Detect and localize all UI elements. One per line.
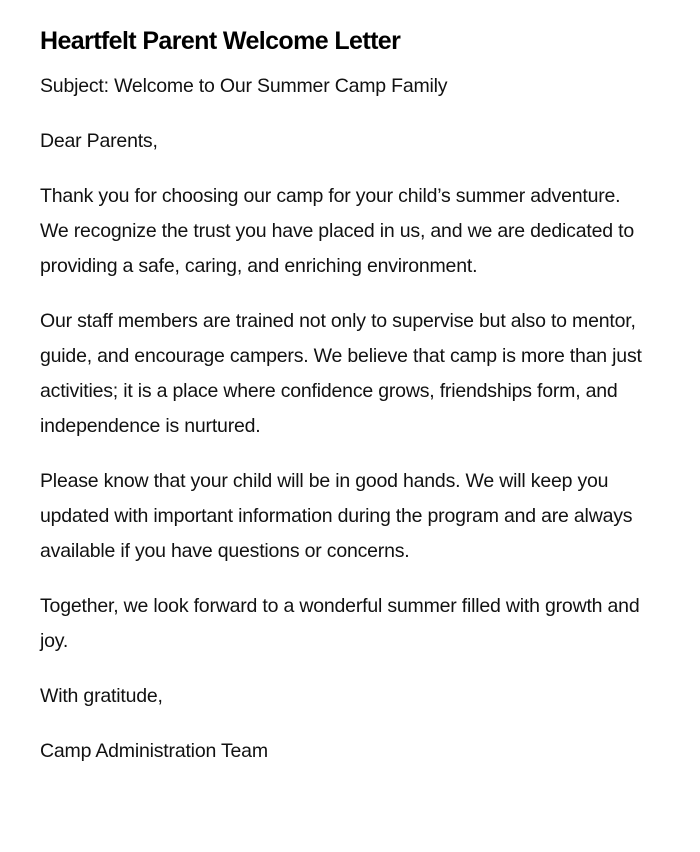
body-paragraph-reassurance: Please know that your child will be in good hands. We will keep you updated with important information during the program and are always available if you have questions or concerns. xyxy=(40,470,633,562)
salutation: Dear Parents, xyxy=(40,130,158,152)
body-paragraph-thanks: Thank you for choosing our camp for your child’s summer adventure. We recognize the trust you have placed in us, and we are dedicated to providing a safe, caring, and enriching environment. xyxy=(40,185,634,277)
body-paragraph-closing: Together, we look forward to a wonderful summer filled with growth and joy. xyxy=(40,595,640,652)
body-paragraph-staff: Our staff members are trained not only to supervise but also to mentor, guide, and encourage campers. We believe that camp is more than just activities; it is a place where confidence grows, friendships form, and independence is nurtured. xyxy=(40,310,642,437)
closing-line: With gratitude, xyxy=(40,685,163,707)
document-title: Heartfelt Parent Welcome Letter xyxy=(40,27,401,55)
signature: Camp Administration Team xyxy=(40,740,268,762)
subject-line: Subject: Welcome to Our Summer Camp Family xyxy=(40,75,448,97)
